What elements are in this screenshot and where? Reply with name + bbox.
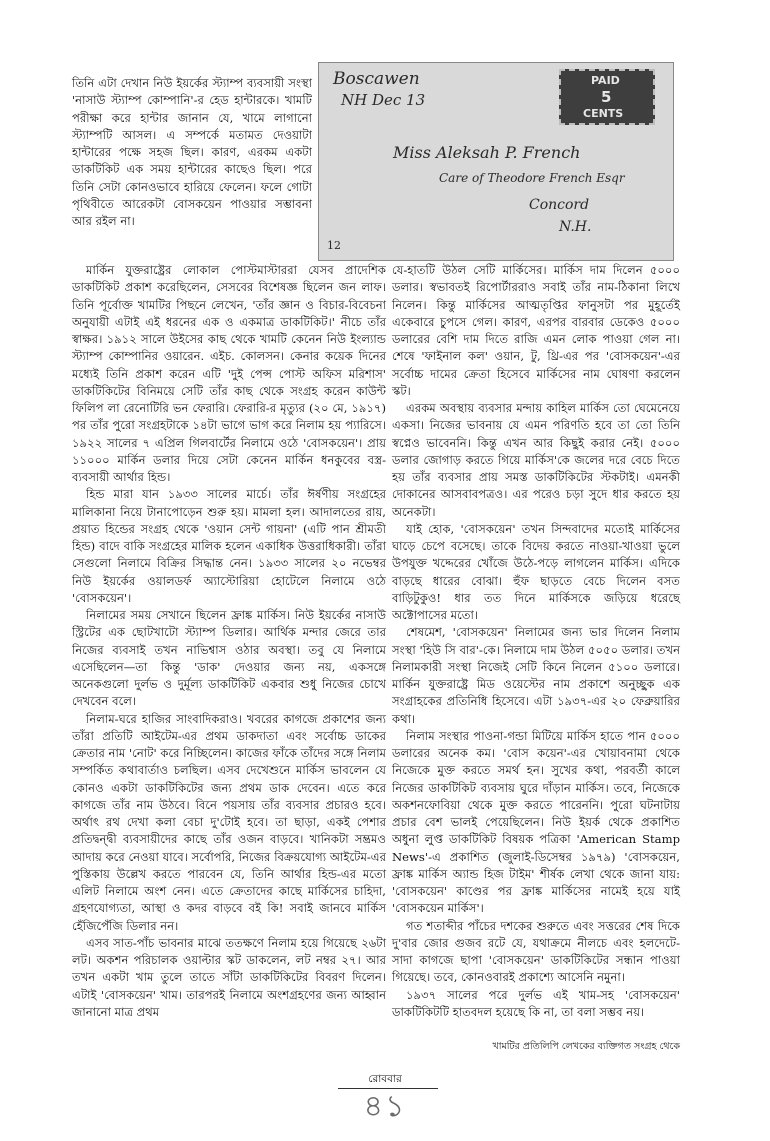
image-caption: খামটির প্রতিলিপি লেখকের ব্যক্তিগত সংগ্রহ থেকে — [492, 1041, 680, 1052]
envelope-care-of: Care of Theodore French Esqr — [439, 171, 625, 185]
column-left — [72, 262, 386, 1021]
column-top — [72, 75, 312, 230]
paragraph: হিন্ড মারা যান ১৯৩৩ সালের মার্চে। তাঁর ঈর্ষণীয় সংগ্রহের মালিকানা নিয়ে টানাপোড়েন শুরু হয়। মামলা হল। আদালতের রায়, প্রয়াত হিন্ডের সংগ্রহ থেকে 'ওয়ান সেন্ট গায়না' (এটি পান শ্রীমতী হিন্ড) বাদে বাকি সংগ্রহের মালিক হলেন একাধিক উত্তরাধিকারী। তাঁরা সেগুলো নিলামে বিক্রির সিদ্ধান্ত নেন। ১৯৩৩ সালের ২০ নভেম্বর নিউ ইয়র্কের ওয়ালডর্ফ অ্যাস্টোরিয়া হোটেলে নিলামে ওঠে 'বোসকয়েন'। — [72, 487, 386, 605]
paragraph: মার্কিন যুক্তরাষ্ট্রের লোকাল পোস্টমাস্টাররা যেসব প্রাদেশিক ডাকটিকিট প্রকাশ করেছিলেন, সেসবের বিশেষজ্ঞ ছিলেন জন লাফ। তিনি পূর্বোক্ত খামটির পিছনে লেখেন, 'তাঁর জ্ঞান ও বিচার-বিবেচনা অনুযায়ী এটাই এই ধরনের এক ও একমাত্র ডাকটিকিট।' নীচে তাঁর স্বাক্ষর। ১৯১২ সালে উইসের কাছ থেকে খামটি কেনেন নিউ ইংল্যান্ড স্ট্যাম্প কোম্পানির ওয়ারেন. এইচ. কোলসন। কেনার কয়েক দিনের মধ্যেই তিনি প্রকাশ করেন এটি 'দুই পেন্স পোস্ট অফিস মরিশাস' ডাকটিকিটের বিনিময়ে সেটি তাঁর কাছ থেকে সংগ্রহ করেন কাউন্ট ফিলিপ লা রেনোটিরি ভন ফেরারি। ফেরারি-র মৃত্যুর (২০ মে, ১৯১৭) পর তাঁর পুরো সংগ্রহটাকে ১৪টা ভাগে ভাগ করে নিলাম হয় প্যারিসে। ১৯২২ সালের ৭ এপ্রিল গিলবার্টের নিলামে ওঠে 'বোসকয়েন'। প্রায় ১১০০০ মার্কিন ডলার দিয়ে সেটা কেনেন মার্কিন ধনকুবের বস্ত্র-ব্যবসায়ী আর্থার হিন্ড। — [72, 263, 386, 484]
paragraph: এসব সাত-পাঁচ ভাবনার মাঝে ততক্ষণে নিলাম হয়ে গিয়েছে ২৬টা লট। অকশন পরিচালক ওয়াল্টার স্কট ডাকলেন, লট নম্বর ২৭। আর তখন একটা খাম তুলে তাতে সাঁটা ডাকটিকিটের বিবরণ দিলেন। এটাই 'বোসকয়েন' খাম। তারপরই নিলামে অংশগ্রহণের জন্য আহ্বান জানানো মাত্র প্রথম — [72, 935, 386, 1019]
column-right — [392, 262, 680, 1021]
envelope-corner-number: 12 — [327, 239, 341, 252]
paragraph: এরকম অবস্থায় ব্যবসার মন্দায় কাহিল মার্কিস তো ঘেমেনেয়ে একসা। নিজের ভাবনায় যে এমন পরিণতি হবে তা তো তিনি স্বপ্নেও ভাবেননি। কিন্তু এখন আর কিছুই করার নেই। ৫০০০ ডলার জোগাড় করতে গিয়ে মার্কিস'কে জলের দরে বেচে দিতে হয় তাঁর ব্যবসার প্রায় সমস্ত ডাকটিকিটের স্টকটাই। এমনকী দোকানের আসবাবপত্রও। এর পরেও চড়া সুদে ধার করতে হয় অনেকটা। — [392, 401, 680, 519]
magazine-name: রোববার — [368, 1073, 402, 1085]
paragraph: ১৯৩৭ সালের পরে দুর্লভ এই খাম-সহ 'বোসকয়েন' ডাকটিকিটটি হাতবদল হয়েছে কি না, তা বলা সম্ভব নয়। — [392, 987, 680, 1019]
envelope-city: Concord — [529, 197, 590, 213]
paragraph: যে-হাতটি উঠল সেটি মার্কিসের। মার্কিস দাম দিলেন ৫০০০ ডলার। স্বভাবতই রিপোর্টাররাও সবাই তাঁর নাম-ঠিকানা লিখে নিলেন। কিন্তু মার্কিসের আত্মতৃপ্তির ফানুসটা পর মুহূর্তেই একেবারে চুপসে গেল। কারণ, এরপর বারবার ডেকেও ৫০০০ ডলারের বেশি দাম দিতে রাজি এমন লোক পাওয়া গেল না। শেষে 'ফাইনাল কল' ওয়ান, টু, থ্রি-এর পর 'বোসকয়েন'-এর সর্বোচ্চ দামের ক্রেতা হিসেবে মার্কিসের নাম ঘোষণা করলেন স্কট। — [392, 263, 680, 398]
envelope-postmark-town: Boscawen — [333, 69, 420, 89]
paragraph: শেষমেশ, 'বোসকয়েন' নিলামের জন্য ভার দিলেন নিলাম সংস্থা 'হিউ সি বার'-কে। নিলামে দাম উঠল ৫০৫০ ডলার। তখন নিলামকারী সংস্থা নিজেই সেটি কিনে নিলেন ৫১০০ ডলারে। মার্কিন যুক্তরাষ্ট্রে মিড ওয়েস্টের নাম প্রকাশে অনুচ্ছুক এক সংগ্রাহকের প্রতিনিধি হিসেবে। এটা ১৯৩৭-এর ২০ ফেব্রুয়ারির কথা। — [392, 625, 680, 726]
envelope-image — [318, 62, 674, 261]
envelope-postmark-date: NH Dec 13 — [341, 91, 426, 109]
paragraph: তিনি এটা দেখান নিউ ইয়র্কের স্ট্যাম্প ব্যবসায়ী সংস্থা 'নাসাউ স্ট্যাম্প কোম্পানি'-র হেড হান্টারকে। খামটি পরীক্ষা করে হান্টার জানান যে, খামে লাগানো স্ট্যাম্পটি আসল। এ সম্পর্কে মতামত দেওয়াটা হান্টারের পক্ষে সহজ ছিল। কারণ, এরকম একটা ডাকটিকিট এক সময় হান্টারের কাছেও ছিল। পরে তিনি সেটা কোনওভাবে হারিয়ে ফেলেন। ফলে গোটা পৃথিবীতে আরেকটা বোসকয়েন পাওয়ার সম্ভাবনা আর রইল না। — [72, 76, 312, 228]
paragraph: নিলাম সংস্থার পাওনা-গন্ডা মিটিয়ে মার্কিস হাতে পান ৫০০০ ডলারের অনেক কম। 'বোস কয়েন'-এর খোয়াবনামা থেকে নিজেকে মুক্ত করতে সমর্থ হন। সুখের কথা, পরবর্তী কালে নিজের ডাকটিকিট ব্যবসায় ঘুরে দাঁড়ান মার্কিস। তবে, নিজেকে অকশনফোবিয়া থেকে মুক্ত করতে পারেননি। পুরো ঘটনাটায় প্রচার বেশ ভালই পেয়েছিলেন। নিউ ইয়র্ক থেকে প্রকাশিত অধুনা লুপ্ত ডাকটিকিট বিষয়ক পত্রিকা 'American Stamp News'-এ প্রকাশিত (জুলাই-ডিসেম্বর ১৯৭৯) 'বোসকয়েন, ফ্রাঙ্ক মার্কিস অ্যান্ড হিজ টাইম' শীর্ষক লেখা থেকে জানা যায়: 'বোসকয়েন' কাণ্ডের পর ফ্রাঙ্ক মার্কিসের নামেই হয়ে যাই 'বোসকয়েন মার্কিস'। — [392, 728, 680, 916]
paragraph: যাই হোক, 'বোসকয়েন' তখন সিন্দবাদের মতোই মার্কিসের ঘাড়ে চেপে বসেছে। তাকে বিদেয় করতে নাওয়া-খাওয়া ভুলে উপযুক্ত খদ্দেরের খোঁজে উঠে-পড়ে লাগলেন মার্কিস। এদিকে বাড়ছে ধারের বোঝা। হুঁফ ছাড়তে বেচে দিলেন বসত বাড়িটুকুও! ধার তত দিনে মার্কিসকে জড়িয়ে ধরেছে অক্টোপাসের মতো। — [392, 521, 680, 622]
page-number: ৪১ — [363, 1089, 407, 1124]
paragraph: গত শতাব্দীর পাঁচের দশকের শুরুতে এবং সত্তরের শেষ দিকে দু'বার জোর গুজব রটে যে, যথাক্রমে নীলচে এবং হলদেটে-সাদা কাগজে ছাপা 'বোসকয়েন' ডাকটিকিটের সন্ধান পাওয়া গিয়েছে। তবে, কোনওবারই প্রকাশ্যে আসেনি নমুনা। — [392, 918, 680, 985]
stamp-image: PAID 5 CENTS — [559, 69, 655, 125]
paragraph: নিলামের সময় সেখানে ছিলেন ফ্রাঙ্ক মার্কিস। নিউ ইয়র্কের নাসাউ স্ট্রিটের এক ছোটখাটো স্ট্যাম্প ডিলার। আর্থিক মন্দার জেরে তার নিজের ব্যবসাই তখন নাভিশ্বাস ওঠার অবস্থা। তবু যে নিলামে এসেছিলেন—তা কিন্তু 'ডাক' দেওয়ার জন্য নয়, একসঙ্গে অনেকগুলো দুর্লভ ও দুর্মূল্য ডাকটিকিট একবার শুধু নিজের চোখে দেখবেন বলে। — [72, 608, 386, 709]
envelope-state: N.H. — [559, 219, 592, 235]
paragraph: নিলাম-ঘরে হাজির সাংবাদিকরাও। খবরের কাগজে প্রকাশের জন্য তাঁরা প্রতিটি আইটেম-এর প্রথম ডাকদাতা এবং সর্বোচ্চ ডাকের ক্রেতার নাম 'নোট' করে নিচ্ছিলেন। কাজের ফাঁকে তাঁদের সঙ্গে নিলাম সম্পর্কিত কথাবার্তাও চলছিল। এসব দেখেশুনে মার্কিস ভাবলেন যে কোনও একটা ডাকটিকিটের জন্য প্রথম ডাক দেবেন। এতে করে কাগজে তাঁর নাম উঠবে। বিনে পয়সায় তাঁর ব্যবসার প্রচারও হবে। অর্থাৎ রথ দেখা কলা বেচা দু'টোই হবে। তা ছাড়া, একই পেশার প্রতিদ্বন্দ্বী ব্যবসায়ীদের কাছে তাঁর ওজন বাড়বে। খানিকটা সম্ভ্রমও আদায় করে নেওয়া যাবে। সর্বোপরি, নিজের বিক্রয়যোগ্য আইটেম-এর পুস্তিকায় উল্লেখ করতে পারবেন যে, তিনি আর্থার হিন্ড-এর মতো এলিট নিলামে অংশ নেন। এতে ক্রেতাদের কাছে মার্কিসের চাহিদা, গ্রহণযোগ্যতা, আস্থা ও কদর বাড়বে বই কি! সবাই জানবে মার্কিস হেঁজিপেঁজি ডিলার নন। — [72, 711, 386, 933]
envelope-addressee: Miss Aleksah P. French — [393, 143, 581, 162]
